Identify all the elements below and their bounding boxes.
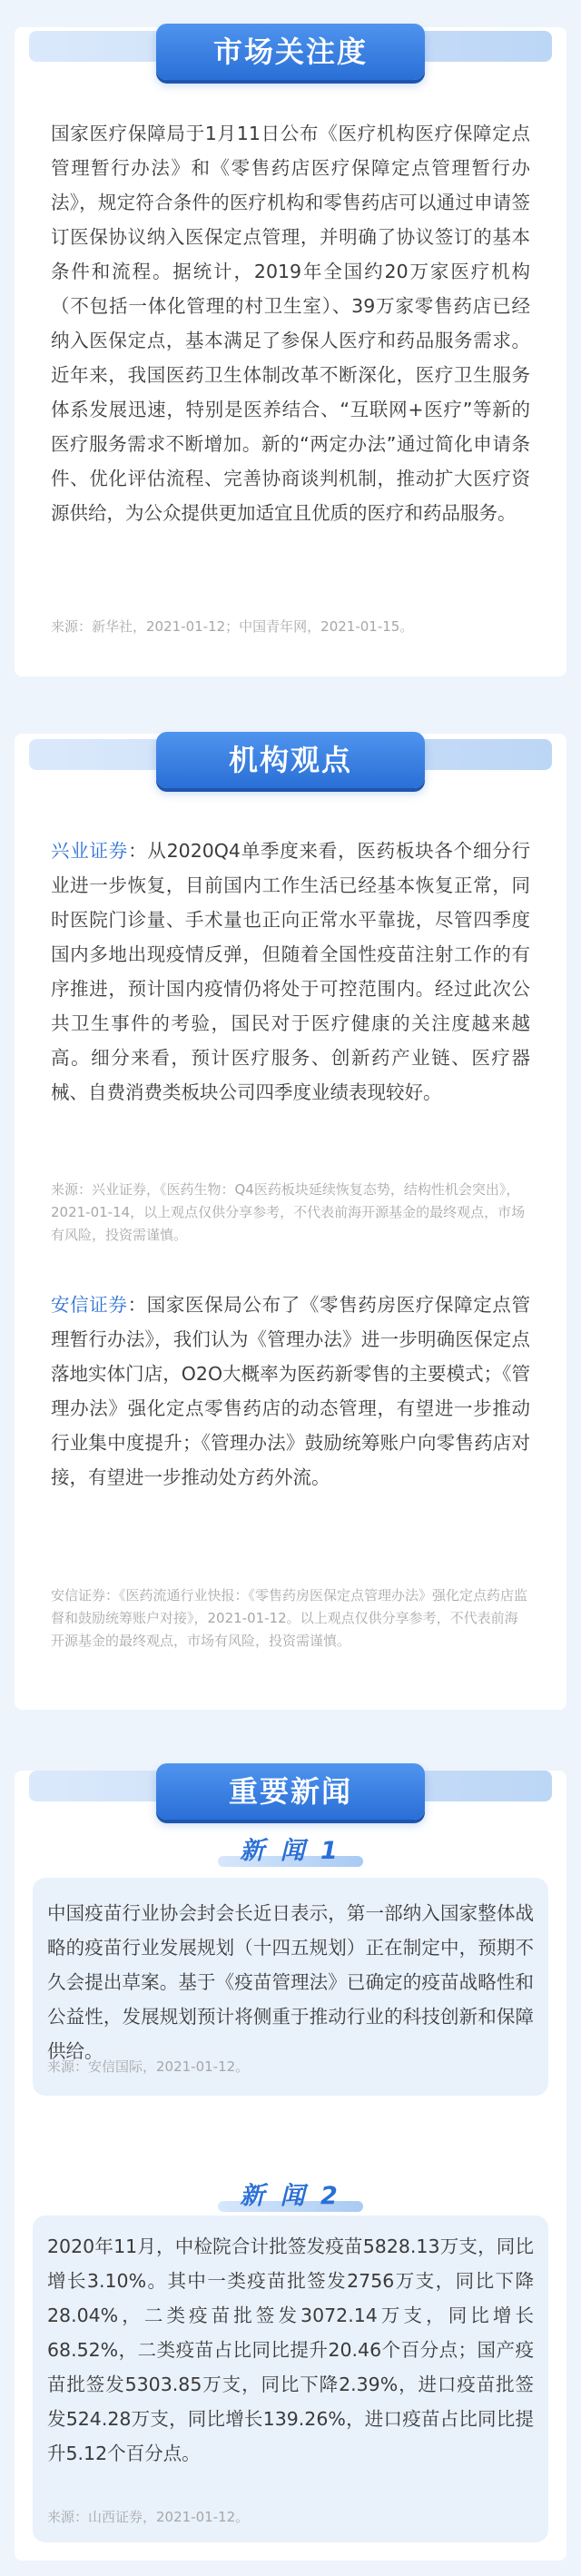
market-attention-body: 国家医疗保障局于1月11日公布《医疗机构医疗保障定点管理暂行办法》和《零售药店医疗保障定点管理暂行办法》，规定符合条件的医疗机构和零售药店可以通过申请签订医保协议纳入医保定点管理，并明确了协议签订的基本条件和流程。据统计，2019年全国约20万家医疗机构（不包括一体化管理的村卫生室）、39万家零售药店已经纳入医保定点，基本满足了参保人医疗和药品服务需求。近年来，我国医药卫生体制改革不断深化，医疗卫生服务体系发展迅速，特别是医养结合、“互联网+医疗”等新的医疗服务需求不断增加。新的“两定办法”通过简化申请条件、优化评估流程、完善协商谈判机制，推动扩大医疗资源供给，为公众提供更加适宜且优质的医疗和药品服务。: [51, 123, 530, 524]
view-2-source: 安信证券：《医药流通行业快报：《零售药房医保定点管理办法》强化定点药店监督和鼓励统筹账户对接》，2021-01-12。以上观点仅供分享参考，不代表前海开源基金的最终观点，市场有风险，投资需谨慎。: [51, 1587, 528, 1649]
view-2-org: 安信证券: [51, 1294, 128, 1316]
view-2-paragraph: [51, 1288, 530, 1495]
news-2-text: 2020年11月，中检院合计批签发疫苗5828.13万支，同比增长3.10%。其中一类疫苗批签发2756万支，同比下降28.04%，二类疫苗批签发3072.14万支，同比增长68.52%，二类疫苗占比同比提升20.46个百分点；国产疫苗批签发5303.85万支，同比下降2.39%，进口疫苗批签发524.28万支，同比增长139.26%，进口疫苗占比同比提升5.12个百分点。: [47, 2235, 534, 2464]
news-1-title: 新 闻 1: [240, 1837, 341, 1865]
section-title-institution-views: 机构观点: [156, 732, 425, 788]
news-1-text: 中国疫苗行业协会封会长近日表示，第一部纳入国家整体战略的疫苗行业发展规划（十四五规划）正在制定中，预期不久会提出草案。基于《疫苗管理法》已确定的疫苗战略性和公益性，发展规划预计将侧重于推动行业的科技创新和保障供给。: [47, 1902, 534, 2062]
news-1-source: 来源：安信国际，2021-01-12。: [47, 2058, 250, 2075]
view-1-text: ：从2020Q4单季度来看，医药板块各个细分行业进一步恢复，目前国内工作生活已经基本恢复正常，同时医院门诊量、手术量也正向正常水平靠拢，尽管四季度国内多地出现疫情反弹，但随着全国性疫苗注射工作的有序推进，预计国内疫情仍将处于可控范围内。经过此次公共卫生事件的考验，国民对于医疗健康的关注度越来越高。细分来看，预计医疗服务、创新药产业链、医疗器械、自费消费类板块公司四季度业绩表现较好。: [51, 840, 530, 1103]
view-2-text: ：国家医保局公布了《零售药房医疗保障定点管理暂行办法》，我们认为《管理办法》进一步明确医保定点落地实体门店，O2O大概率为医药新零售的主要模式；《管理办法》强化定点零售药店的动态管理，有望进一步推动行业集中度提升；《管理办法》鼓励统筹账户向零售药店对接，有望进一步推动处方药外流。: [51, 1294, 531, 1488]
section-title-market-attention: 市场关注度: [156, 24, 425, 80]
section-title-important-news: 重要新闻: [156, 1763, 425, 1820]
view-1-paragraph: [51, 834, 530, 1110]
news-2-source: 来源：山西证券，2021-01-12。: [47, 2509, 250, 2525]
view-1-source: 来源：兴业证券，《医药生物：Q4医药板块延续恢复态势，结构性机会突出》，2021-01-14，以上观点仅供分享参考，不代表前海开源基金的最终观点，市场有风险，投资需谨慎。: [51, 1181, 526, 1243]
market-attention-source: 来源：新华社，2021-01-12；中国青年网，2021-01-15。: [51, 618, 414, 635]
view-1-org: 兴业证券: [51, 840, 129, 862]
news-2-title: 新 闻 2: [240, 2182, 341, 2210]
